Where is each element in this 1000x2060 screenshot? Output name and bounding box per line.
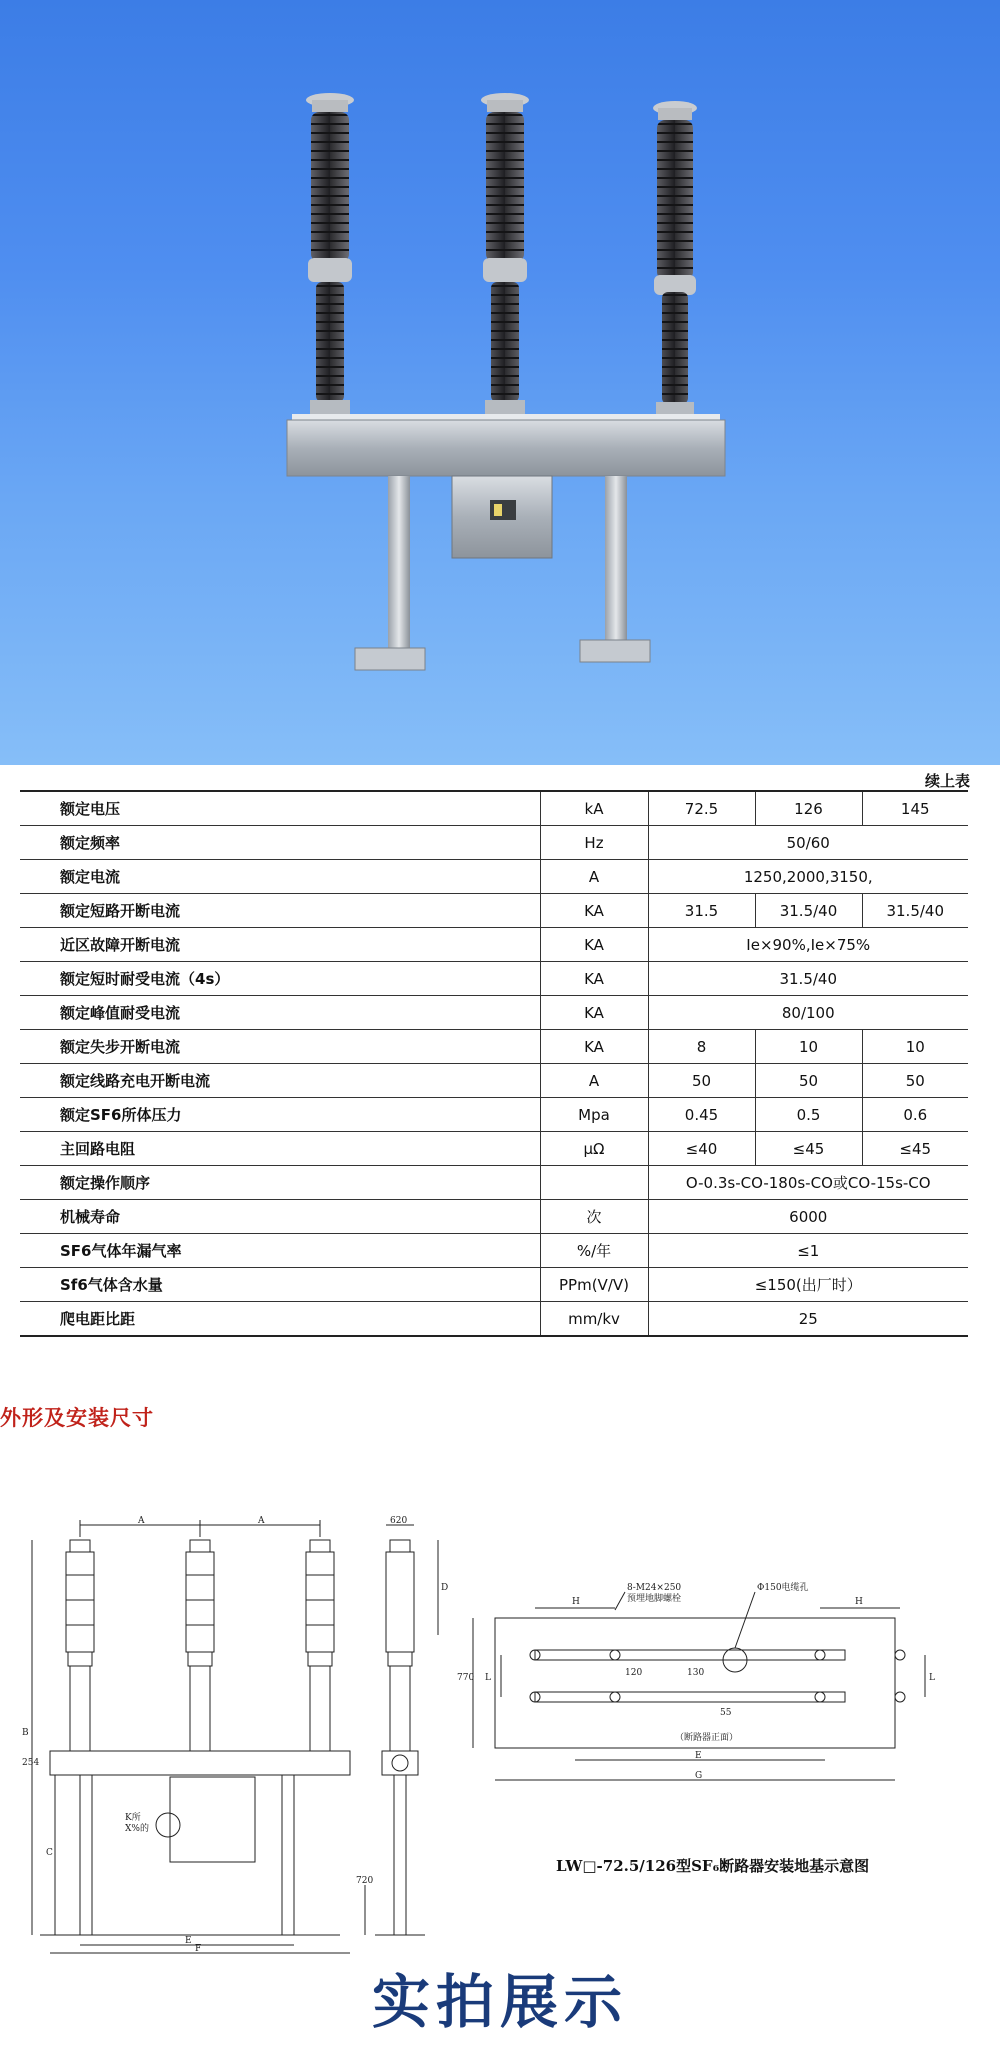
param-name: 额定频率 xyxy=(20,826,540,860)
param-unit: A xyxy=(540,860,648,894)
param-value: ≤45 xyxy=(755,1132,862,1166)
param-value: 50 xyxy=(648,1064,755,1098)
param-value: 50 xyxy=(755,1064,862,1098)
param-value: ≤40 xyxy=(648,1132,755,1166)
table-row xyxy=(20,1064,968,1098)
base-dim-120: 120 xyxy=(625,1668,643,1678)
param-value: 1250,2000,3150, xyxy=(648,860,968,894)
param-name: 额定短路开断电流 xyxy=(20,894,540,928)
param-value: 10 xyxy=(862,1030,968,1064)
base-dim-h2: H xyxy=(855,1597,863,1607)
base-note-bolt-2: 预埋地脚螺栓 xyxy=(627,1594,682,1604)
param-unit: KA xyxy=(540,928,648,962)
table-row xyxy=(20,860,968,894)
base-dim-e: E xyxy=(695,1751,702,1761)
dim-e: E xyxy=(185,1936,192,1946)
param-value: 50 xyxy=(862,1064,968,1098)
param-value: ≤45 xyxy=(862,1132,968,1166)
param-value: 50/60 xyxy=(648,826,968,860)
front-pole-2 xyxy=(186,1540,214,1751)
table-row xyxy=(20,1030,968,1064)
table-row xyxy=(20,1098,968,1132)
base-note-center: （断路器正面） xyxy=(675,1733,739,1743)
param-value: 6000 xyxy=(648,1200,968,1234)
param-unit: μΩ xyxy=(540,1132,648,1166)
front-pole-3 xyxy=(306,1540,334,1751)
table-continued-label: 续上表 xyxy=(924,772,970,790)
table-row xyxy=(20,1268,968,1302)
param-name: 爬电距比距 xyxy=(20,1302,540,1337)
front-side-dimension-drawing xyxy=(20,1515,450,1955)
param-name: 近区故障开断电流 xyxy=(20,928,540,962)
foundation-caption: LW□-72.5/126型SF₆断路器安装地基示意图 xyxy=(556,1857,870,1875)
dim-254: 254 xyxy=(22,1758,40,1768)
param-name: 额定SF6所体压力 xyxy=(20,1098,540,1132)
base-dim-130: 130 xyxy=(687,1668,705,1678)
param-value: 25 xyxy=(648,1302,968,1337)
dim-620: 620 xyxy=(390,1516,408,1526)
param-name: 额定操作顺序 xyxy=(20,1166,540,1200)
param-value: 8 xyxy=(648,1030,755,1064)
table-row xyxy=(20,996,968,1030)
table-row xyxy=(20,1132,968,1166)
footer-title: 实拍展示 xyxy=(371,1968,628,2036)
base-dim-g: G xyxy=(695,1771,703,1781)
base-dim-l1: L xyxy=(485,1673,491,1683)
param-value: 0.6 xyxy=(862,1098,968,1132)
section-title: 外形及安装尺寸 xyxy=(0,1405,154,1430)
base-dim-l2: L xyxy=(929,1673,935,1683)
param-name: 主回路电阻 xyxy=(20,1132,540,1166)
front-note-2: X%的 xyxy=(125,1824,149,1834)
table-row xyxy=(20,791,968,826)
table-row xyxy=(20,1302,968,1337)
dim-d: D xyxy=(441,1583,449,1593)
param-value: 31.5/40 xyxy=(648,962,968,996)
front-pole-1 xyxy=(66,1540,94,1751)
table-row xyxy=(20,962,968,996)
base-note-bolt: 8-M24×250 xyxy=(627,1583,682,1593)
param-value: 10 xyxy=(755,1030,862,1064)
param-value: 72.5 xyxy=(648,791,755,826)
param-name: 额定峰值耐受电流 xyxy=(20,996,540,1030)
circuit-breaker-illustration xyxy=(0,0,1000,765)
param-value: 126 xyxy=(755,791,862,826)
product-photo xyxy=(0,0,1000,765)
param-unit: PPm(V/V) xyxy=(540,1268,648,1302)
param-value: Ie×90%,Ie×75% xyxy=(648,928,968,962)
table-row xyxy=(20,894,968,928)
param-value: 145 xyxy=(862,791,968,826)
table-row xyxy=(20,1200,968,1234)
base-note-hole: Φ150电缆孔 xyxy=(757,1583,809,1593)
param-name: 机械寿命 xyxy=(20,1200,540,1234)
param-value: 0.5 xyxy=(755,1098,862,1132)
param-value: ≤150(出厂时） xyxy=(648,1268,968,1302)
param-unit: KA xyxy=(540,962,648,996)
base-dim-h1: H xyxy=(572,1597,580,1607)
param-value: 31.5/40 xyxy=(755,894,862,928)
param-value: ≤1 xyxy=(648,1234,968,1268)
dim-720: 720 xyxy=(356,1876,374,1886)
param-unit: KA xyxy=(540,996,648,1030)
param-name: 额定失步开断电流 xyxy=(20,1030,540,1064)
foundation-dimension-drawing xyxy=(455,1580,945,1840)
param-name: 额定电流 xyxy=(20,860,540,894)
dim-a1: A xyxy=(138,1516,145,1526)
param-value: O-0.3s-CO-180s-CO或CO-15s-CO xyxy=(648,1166,968,1200)
param-name: 额定短时耐受电流（4s） xyxy=(20,962,540,996)
param-unit: 次 xyxy=(540,1200,648,1234)
param-name: Sf6气体含水量 xyxy=(20,1268,540,1302)
param-unit xyxy=(540,1166,648,1200)
base-dim-770: 770 xyxy=(457,1673,475,1683)
param-value: 31.5 xyxy=(648,894,755,928)
table-row xyxy=(20,928,968,962)
param-unit: mm/kv xyxy=(540,1302,648,1337)
table-row xyxy=(20,1166,968,1200)
table-row xyxy=(20,1234,968,1268)
base-dim-55: 55 xyxy=(720,1708,732,1718)
param-unit: KA xyxy=(540,1030,648,1064)
param-unit: Mpa xyxy=(540,1098,648,1132)
param-name: 额定线路充电开断电流 xyxy=(20,1064,540,1098)
param-value: 0.45 xyxy=(648,1098,755,1132)
param-name: SF6气体年漏气率 xyxy=(20,1234,540,1268)
param-value: 80/100 xyxy=(648,996,968,1030)
param-value: 31.5/40 xyxy=(862,894,968,928)
param-unit: KA xyxy=(540,894,648,928)
param-unit: kA xyxy=(540,791,648,826)
dim-c: C xyxy=(46,1848,53,1858)
spec-table xyxy=(20,790,968,1337)
dim-a2: A xyxy=(258,1516,265,1526)
param-unit: A xyxy=(540,1064,648,1098)
param-name: 额定电压 xyxy=(20,791,540,826)
dim-f: F xyxy=(195,1944,202,1954)
param-unit: Hz xyxy=(540,826,648,860)
dim-b: B xyxy=(22,1728,29,1738)
front-note-1: K所 xyxy=(125,1813,141,1823)
param-unit: %/年 xyxy=(540,1234,648,1268)
table-row xyxy=(20,826,968,860)
